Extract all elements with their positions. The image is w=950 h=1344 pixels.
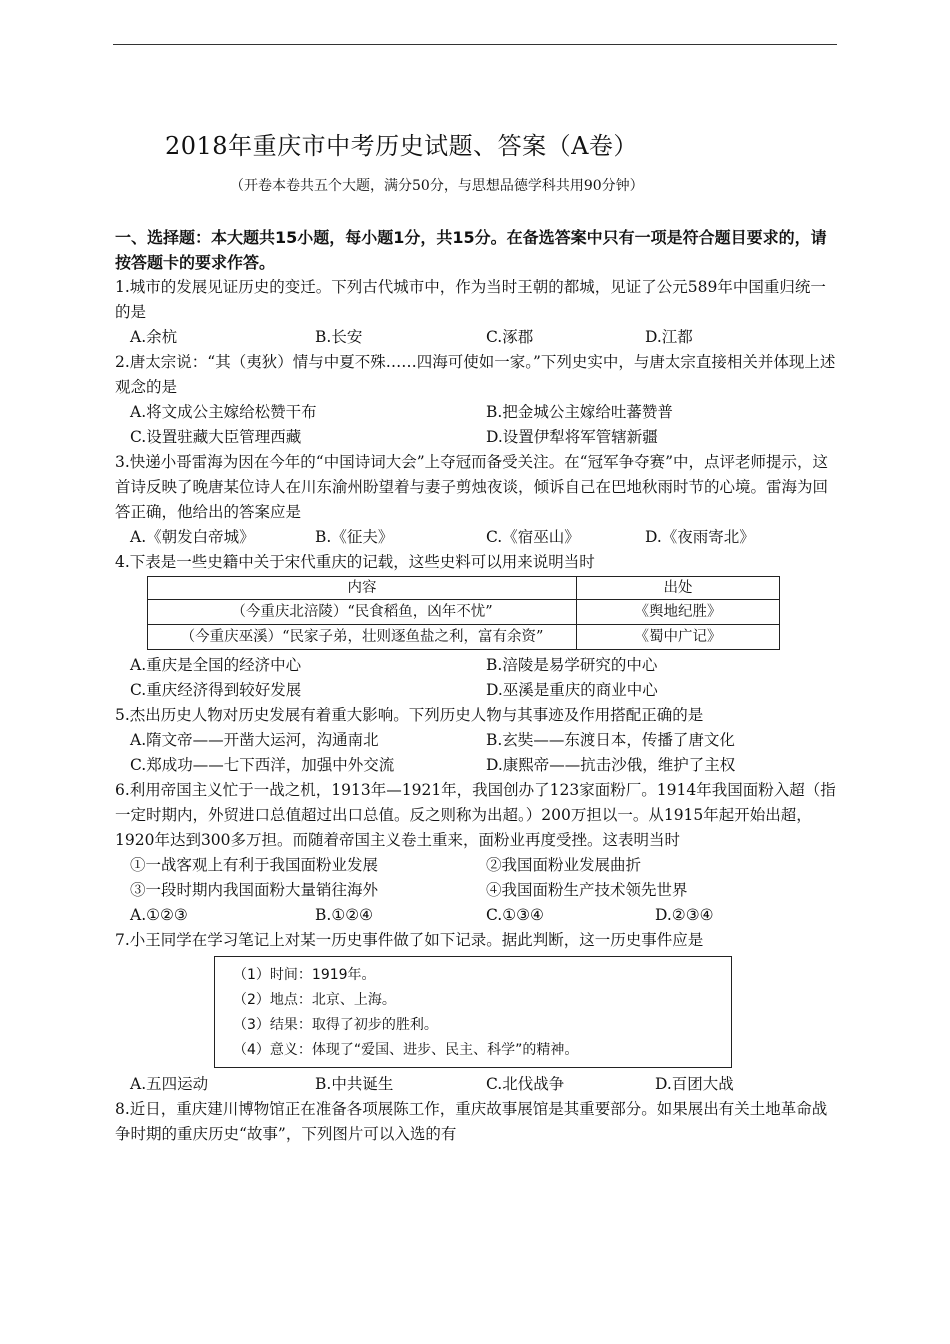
question-2-options-row2 bbox=[115, 425, 837, 450]
exam-content bbox=[115, 225, 837, 1147]
option-a: A.《朝发白帝城》 bbox=[130, 528, 255, 546]
question-1-stem: 1.城市的发展见证历史的变迁。下列古代城市中，作为当时王朝的都城，见证了公元589年中国重归统一的是 bbox=[115, 278, 826, 321]
table-row bbox=[148, 625, 780, 650]
study-notes-box bbox=[214, 956, 732, 1068]
option-b: B.《征夫》 bbox=[315, 528, 394, 546]
option-b: B.把金城公主嫁给吐蕃赞普 bbox=[486, 403, 673, 421]
question-2-options-row1 bbox=[115, 400, 837, 425]
statement-2: ②我国面粉业发展曲折 bbox=[486, 856, 642, 874]
table-header-content: 内容 bbox=[148, 577, 577, 600]
option-d: D.《夜雨寄北》 bbox=[645, 528, 755, 546]
option-b: B.中共诞生 bbox=[315, 1075, 394, 1093]
exam-subtitle: （开卷本卷共五个大题，满分50分，与思想品德学科共用90分钟） bbox=[230, 178, 644, 194]
question-6-statements-row2 bbox=[115, 878, 837, 903]
statement-4: ④我国面粉生产技术领先世界 bbox=[486, 881, 688, 899]
question-7-options bbox=[115, 1072, 837, 1097]
question-7-stem: 7.小王同学在学习笔记上对某一历史事件做了如下记录。据此判断，这一历史事件应是 bbox=[115, 931, 704, 949]
table-header-source: 出处 bbox=[577, 577, 780, 600]
table-row bbox=[148, 600, 780, 625]
question-6-stem: 6.利用帝国主义忙于一战之机，1913年—1921年，我国创办了123家面粉厂。1914年我国面粉入超（指一定时期内，外贸进口总值超过出口总值。反之则称为出超。）200万担以一。从1915年起开始出超，1920年达到300多万担。而随着帝国主义卷土重来，面粉业再度受挫。这表明当时 bbox=[115, 781, 836, 849]
question-6-options bbox=[115, 903, 837, 928]
section-heading: 一、选择题：本大题共15小题，每小题1分，共15分。在备选答案中只有一项是符合题目要求的，请按答题卡的要求作答。 bbox=[115, 228, 827, 272]
note-line: （3）结果：取得了初步的胜利。 bbox=[233, 1017, 438, 1033]
option-a: A.将文成公主嫁给松赞干布 bbox=[130, 403, 317, 421]
question-5-options-row1 bbox=[115, 728, 837, 753]
option-a: A.隋文帝——开凿大运河，沟通南北 bbox=[130, 731, 379, 749]
option-a: A.重庆是全国的经济中心 bbox=[130, 656, 302, 674]
option-d: D.百团大战 bbox=[655, 1075, 734, 1093]
question-4-stem: 4.下表是一些史籍中关于宋代重庆的记载，这些史料可以用来说明当时 bbox=[115, 553, 595, 571]
option-d: D.②③④ bbox=[655, 906, 714, 924]
table-cell: （今重庆北涪陵）“民食稻鱼，凶年不忧” bbox=[148, 600, 577, 625]
table-cell: 《舆地纪胜》 bbox=[577, 600, 780, 625]
exam-title: 2018年重庆市中考历史试题、答案（A卷） bbox=[165, 132, 638, 160]
note-line: （2）地点：北京、上海。 bbox=[233, 992, 396, 1008]
option-b: B.①②④ bbox=[315, 906, 374, 924]
option-c: C.涿郡 bbox=[486, 328, 534, 346]
option-c: C.重庆经济得到较好发展 bbox=[130, 681, 302, 699]
option-c: C.①③④ bbox=[486, 906, 544, 924]
question-5-options-row2 bbox=[115, 753, 837, 778]
note-line: （1）时间：1919年。 bbox=[233, 967, 376, 983]
option-b: B.涪陵是易学研究的中心 bbox=[486, 656, 658, 674]
source-table bbox=[147, 576, 780, 650]
option-a: A.五四运动 bbox=[130, 1075, 209, 1093]
table-cell: 《蜀中广记》 bbox=[577, 625, 780, 650]
option-a: A.①②③ bbox=[130, 906, 188, 924]
statement-1: ①一战客观上有利于我国面粉业发展 bbox=[130, 856, 379, 874]
option-c: C.北伐战争 bbox=[486, 1075, 565, 1093]
note-line: （4）意义：体现了“爱国、进步、民主、科学”的精神。 bbox=[233, 1042, 579, 1058]
question-2-stem: 2.唐太宗说：“其（夷狄）情与中夏不殊……四海可使如一家。”下列史实中，与唐太宗直接相关并体现上述观念的是 bbox=[115, 353, 836, 396]
option-d: D.康熙帝——抗击沙俄，维护了主权 bbox=[486, 756, 736, 774]
question-4-options-row2 bbox=[115, 678, 837, 703]
question-3-stem: 3.快递小哥雷海为因在今年的“中国诗词大会”上夺冠而备受关注。在“冠军争夺赛”中，点评老师提示，这首诗反映了晚唐某位诗人在川东渝州盼望着与妻子剪烛夜谈，倾诉自己在巴地秋雨时节的心境。雷海为回答正确，他给出的答案应是 bbox=[115, 453, 829, 521]
question-6-statements-row1 bbox=[115, 853, 837, 878]
option-b: B.长安 bbox=[315, 328, 363, 346]
question-4-options-row1 bbox=[115, 653, 837, 678]
option-d: D.江都 bbox=[645, 328, 693, 346]
option-b: B.玄奘——东渡日本，传播了唐文化 bbox=[486, 731, 735, 749]
option-d: D.巫溪是重庆的商业中心 bbox=[486, 681, 658, 699]
header-rule bbox=[113, 44, 837, 45]
question-5-stem: 5.杰出历史人物对历史发展有着重大影响。下列历史人物与其事迹及作用搭配正确的是 bbox=[115, 706, 704, 724]
option-c: C.《宿巫山》 bbox=[486, 528, 580, 546]
question-3-options bbox=[115, 525, 837, 550]
table-cell: （今重庆巫溪）“民家子弟，壮则逐鱼盐之利，富有余资” bbox=[148, 625, 577, 650]
option-a: A.余杭 bbox=[130, 328, 178, 346]
question-1-options bbox=[115, 325, 837, 350]
option-d: D.设置伊犁将军管辖新疆 bbox=[486, 428, 658, 446]
statement-3: ③一段时期内我国面粉大量销往海外 bbox=[130, 881, 379, 899]
option-c: C.郑成功——七下西洋，加强中外交流 bbox=[130, 756, 395, 774]
option-c: C.设置驻藏大臣管理西藏 bbox=[130, 428, 302, 446]
question-8-stem: 8.近日，重庆建川博物馆正在准备各项展陈工作，重庆故事展馆是其重要部分。如果展出有关土地革命战争时期的重庆历史“故事”，下列图片可以入选的有 bbox=[115, 1100, 828, 1143]
table-header-row bbox=[148, 577, 780, 600]
